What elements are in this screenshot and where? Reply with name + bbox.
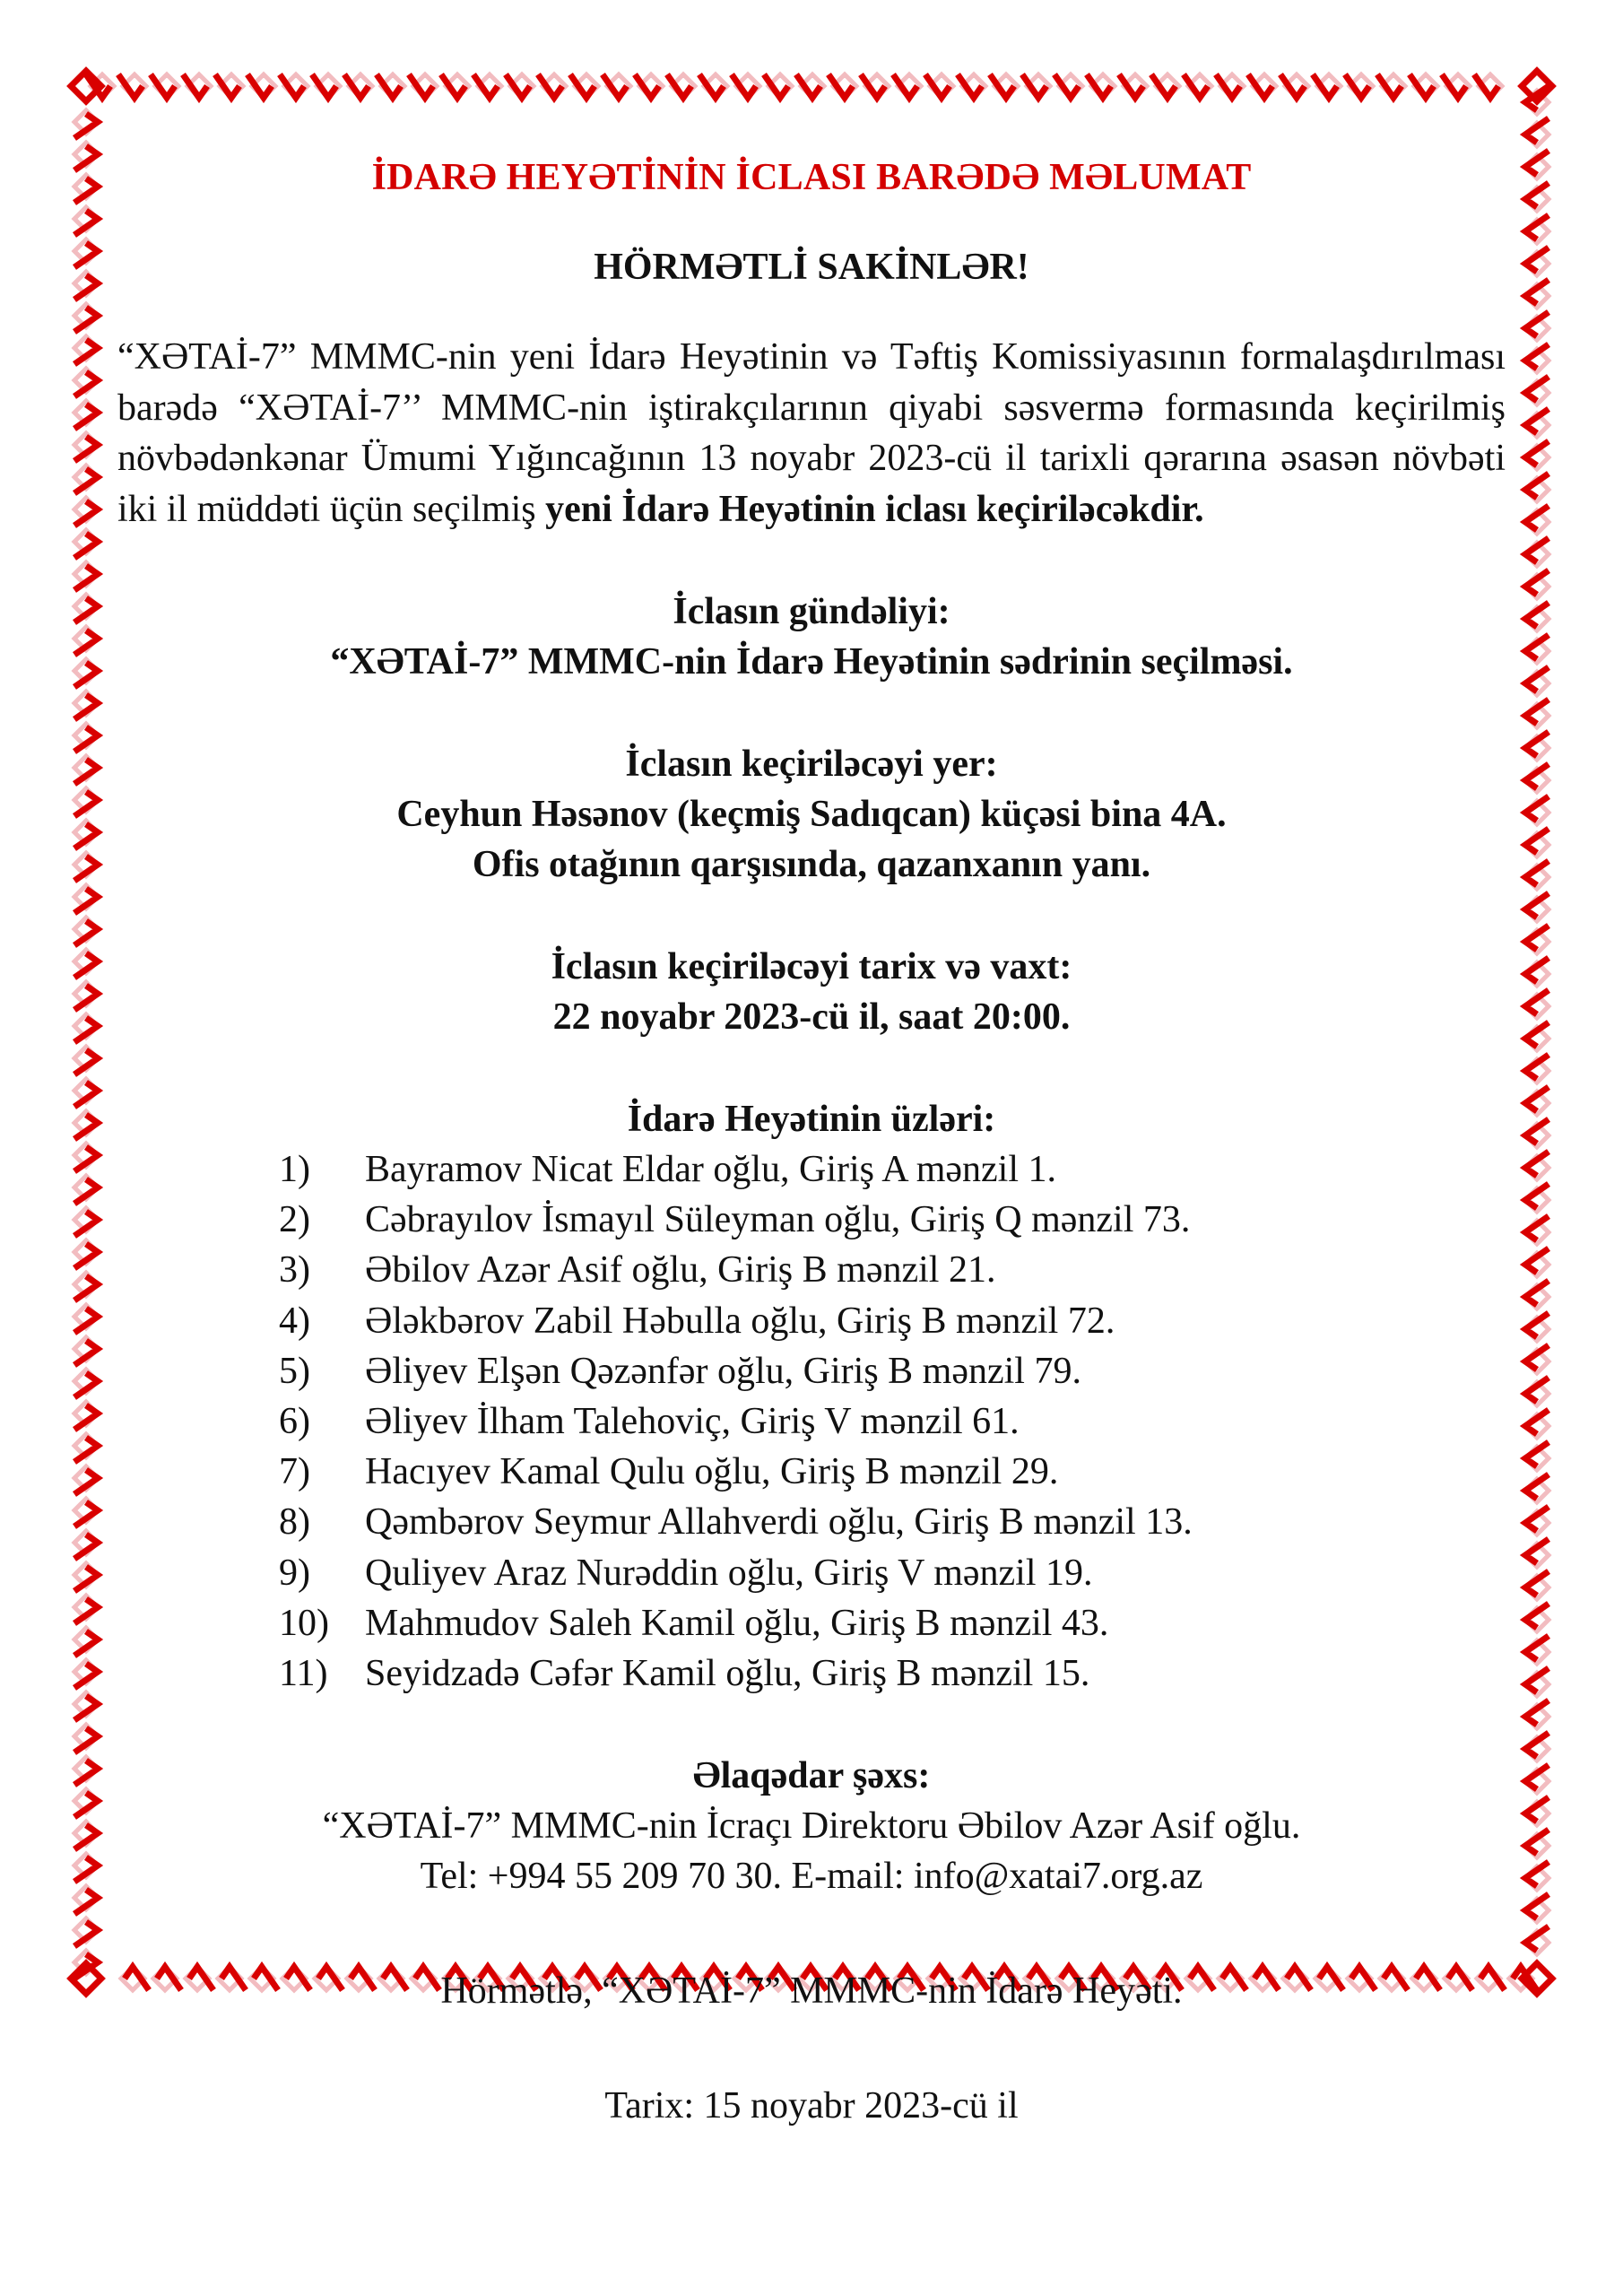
member-name: Əbilov Azər Asif oğlu, Giriş B mənzil 21. xyxy=(365,1249,996,1292)
contact-person: “XƏTAİ-7” MMMC-nin İcraçı Direktoru Əbilov Azər Asif oğlu. xyxy=(322,1805,1301,1848)
member-name: Cəbrayılov İsmayıl Süleyman oğlu, Giriş Q mənzil 73. xyxy=(365,1199,1191,1241)
member-number: 3) xyxy=(279,1249,310,1292)
member-number: 9) xyxy=(279,1552,310,1594)
member-list-item xyxy=(279,1598,1506,1648)
member-number: 7) xyxy=(279,1451,310,1493)
greeting: HÖRMƏTLİ SAKİNLƏR! xyxy=(594,247,1029,288)
member-number: 5) xyxy=(279,1350,310,1392)
member-list-item xyxy=(279,1346,1506,1396)
member-list-item xyxy=(279,1447,1506,1497)
member-name: Əliyev İlham Talehoviç, Giriş V mənzil 61. xyxy=(365,1401,1020,1443)
member-number: 10) xyxy=(279,1602,329,1644)
intro-text: “XƏTAİ-7” MMMC-nin yeni İdarə Heyətinin və Təftiş Komissiyasının formalaşdırılması barədə “XƏTAİ-7’’ MMMC-nin iştirakçılarının qiyabi səsvermə formasında keçirilmiş növbədənkənar Ümumi Yığıncağının 13 noyabr 2023-cü il tarixli qərarına əsasən növbəti iki il müddəti üçün seçilmiş xyxy=(117,336,1506,530)
agenda-text: “XƏTAİ-7” MMMC-nin İdarə Heyətinin sədrinin seçilməsi. xyxy=(330,641,1293,683)
intro-bold-text: yeni İdarə Heyətinin iclası keçiriləcəkdir. xyxy=(545,488,1204,530)
member-list-item xyxy=(279,1548,1506,1598)
location-line-1: Ceyhun Həsənov (keçmiş Sadıqcan) küçəsi bina 4A. xyxy=(396,794,1227,835)
datetime-text: 22 noyabr 2023-cü il, saat 20:00. xyxy=(552,996,1071,1038)
member-number: 6) xyxy=(279,1401,310,1443)
member-list-item xyxy=(279,1195,1506,1245)
agenda-heading: İclasın gündəliyi: xyxy=(673,591,950,632)
members-list xyxy=(279,1144,1506,1699)
location-heading: İclasın keçiriləcəyi yer: xyxy=(625,744,998,785)
datetime-heading: İclasın keçiriləcəyi tarix və vaxt: xyxy=(551,946,1072,987)
member-name: Mahmudov Saleh Kamil oğlu, Giriş B mənzil 43. xyxy=(365,1602,1109,1644)
member-list-item xyxy=(279,1648,1506,1699)
member-name: Ələkbərov Zabil Həbulla oğlu, Giriş B mənzil 72. xyxy=(365,1300,1115,1342)
member-list-item xyxy=(279,1497,1506,1547)
contact-phone-email: Tel: +994 55 209 70 30. E-mail: info@xatai7.org.az xyxy=(420,1856,1203,1898)
signature: Hörmətlə, “XƏTAİ-7” MMMC-nin İdarə Heyəti. xyxy=(440,1970,1183,2013)
datetime-section xyxy=(117,942,1506,1042)
location-line-2: Ofis otağının qarşısında, qazanxanın yanı. xyxy=(472,844,1151,885)
member-list-item xyxy=(279,1396,1506,1447)
member-list-item xyxy=(279,1144,1506,1195)
member-name: Quliyev Araz Nurəddin oğlu, Giriş V mənzil 19. xyxy=(365,1552,1093,1594)
member-name: Əliyev Elşən Qəzənfər oğlu, Giriş B mənzil 79. xyxy=(365,1350,1081,1392)
contact-section xyxy=(117,1751,1506,1901)
notice-title: İDARƏ HEYƏTİNİN İCLASI BARƏDƏ MƏLUMAT xyxy=(371,157,1252,198)
member-number: 4) xyxy=(279,1300,310,1342)
member-number: 11) xyxy=(279,1653,328,1695)
member-name: Qəmbərov Seymur Allahverdi oğlu, Giriş B mənzil 13. xyxy=(365,1501,1193,1544)
document-date: Tarix: 15 noyabr 2023-cü il xyxy=(604,2085,1019,2127)
members-section xyxy=(117,1094,1506,1144)
member-name: Seyidzadə Cəfər Kamil oğlu, Giriş B mənzil 15. xyxy=(365,1653,1090,1695)
member-name: Hacıyev Kamal Qulu oğlu, Giriş B mənzil 29. xyxy=(365,1451,1059,1493)
member-number: 8) xyxy=(279,1501,310,1544)
member-name: Bayramov Nicat Eldar oğlu, Giriş A mənzil 1. xyxy=(365,1149,1057,1190)
member-list-item xyxy=(279,1245,1506,1295)
member-number: 2) xyxy=(279,1199,310,1241)
notice-content xyxy=(117,135,1506,2131)
contact-heading: Əlaqədar şəxs: xyxy=(692,1755,931,1797)
member-number: 1) xyxy=(279,1149,310,1190)
intro-paragraph xyxy=(117,332,1506,535)
location-section xyxy=(117,739,1506,890)
member-list-item xyxy=(279,1296,1506,1346)
members-heading: İdarə Heyətinin üzləri: xyxy=(627,1099,996,1140)
agenda-section xyxy=(117,587,1506,687)
